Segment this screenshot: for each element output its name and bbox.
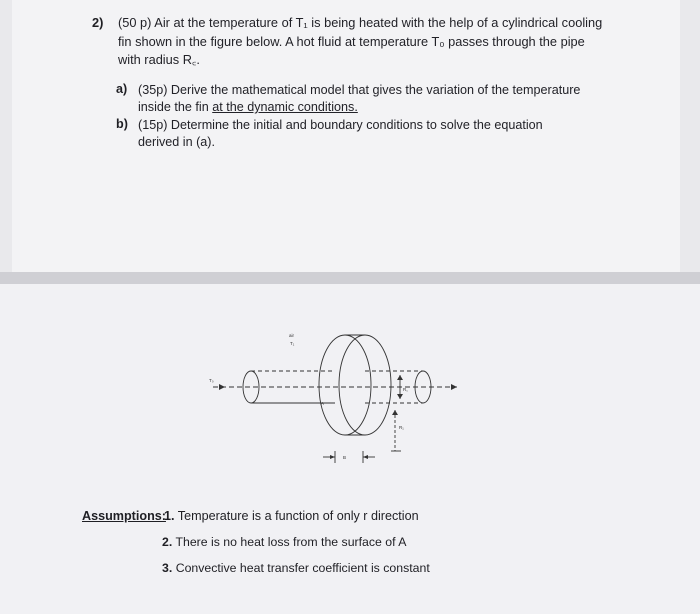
part-b-label: b) xyxy=(116,117,128,131)
a-label: A xyxy=(321,401,325,406)
assumption-2-text: There is no heat loss from the surface of A xyxy=(175,535,407,549)
t0-label: T₀ xyxy=(209,378,214,383)
part-a-underlined-text: at the dynamic conditions. xyxy=(212,100,358,114)
assumption-2-number: 2. xyxy=(162,535,173,549)
fin-disk-front xyxy=(319,335,371,435)
question-line-2: fin shown in the figure below. A hot fluid at temperature T₀ passes through the pipe xyxy=(118,34,585,49)
assumption-2 xyxy=(162,535,407,549)
assumption-1-text: Temperature is a function of only r direction xyxy=(177,509,419,523)
assumption-3-text: Convective heat transfer coefficient is constant xyxy=(175,561,430,575)
b-label: B xyxy=(343,455,347,460)
part-b-line-2: derived in (a). xyxy=(138,135,215,149)
assumption-1 xyxy=(164,509,419,523)
rc-arrow-down-icon xyxy=(397,394,403,399)
t1-label: T₁ xyxy=(290,341,295,346)
assumption-3 xyxy=(162,561,430,575)
assumption-1-number: 1. xyxy=(164,509,175,523)
r1-arrow-icon xyxy=(392,410,398,415)
fin-disk-back xyxy=(339,335,391,435)
b-arrow-left-icon xyxy=(330,455,335,459)
b-arrow-right-icon xyxy=(363,455,368,459)
air-label: air xyxy=(289,333,295,338)
rc-arrow-up-icon xyxy=(397,375,403,380)
flow-in-arrow-icon xyxy=(219,384,225,390)
part-a-line-2-prefix: inside the fin xyxy=(138,100,213,114)
question-line-3: with radius R꜀. xyxy=(118,52,200,67)
question-number: 2) xyxy=(92,15,104,30)
page-separator xyxy=(0,272,700,284)
assumption-3-number: 3. xyxy=(162,561,173,575)
assumptions-title: Assumptions: xyxy=(82,509,166,523)
question-line-1: (50 p) Air at the temperature of T₁ is being heated with the help of a cylindrical cooling xyxy=(118,15,603,30)
rc-label: R꜀ xyxy=(403,387,408,392)
flow-out-arrow-icon xyxy=(451,384,457,390)
part-a-line-1: (35p) Derive the mathematical model that gives the variation of the temperature xyxy=(138,83,581,97)
part-a-label: a) xyxy=(116,82,128,96)
part-b-line-1: (15p) Determine the initial and boundary conditions to solve the equation xyxy=(138,118,543,132)
cylindrical-fin-diagram xyxy=(195,325,475,475)
part-a-line-2 xyxy=(138,99,358,115)
r1-label: R₁ xyxy=(399,425,404,430)
